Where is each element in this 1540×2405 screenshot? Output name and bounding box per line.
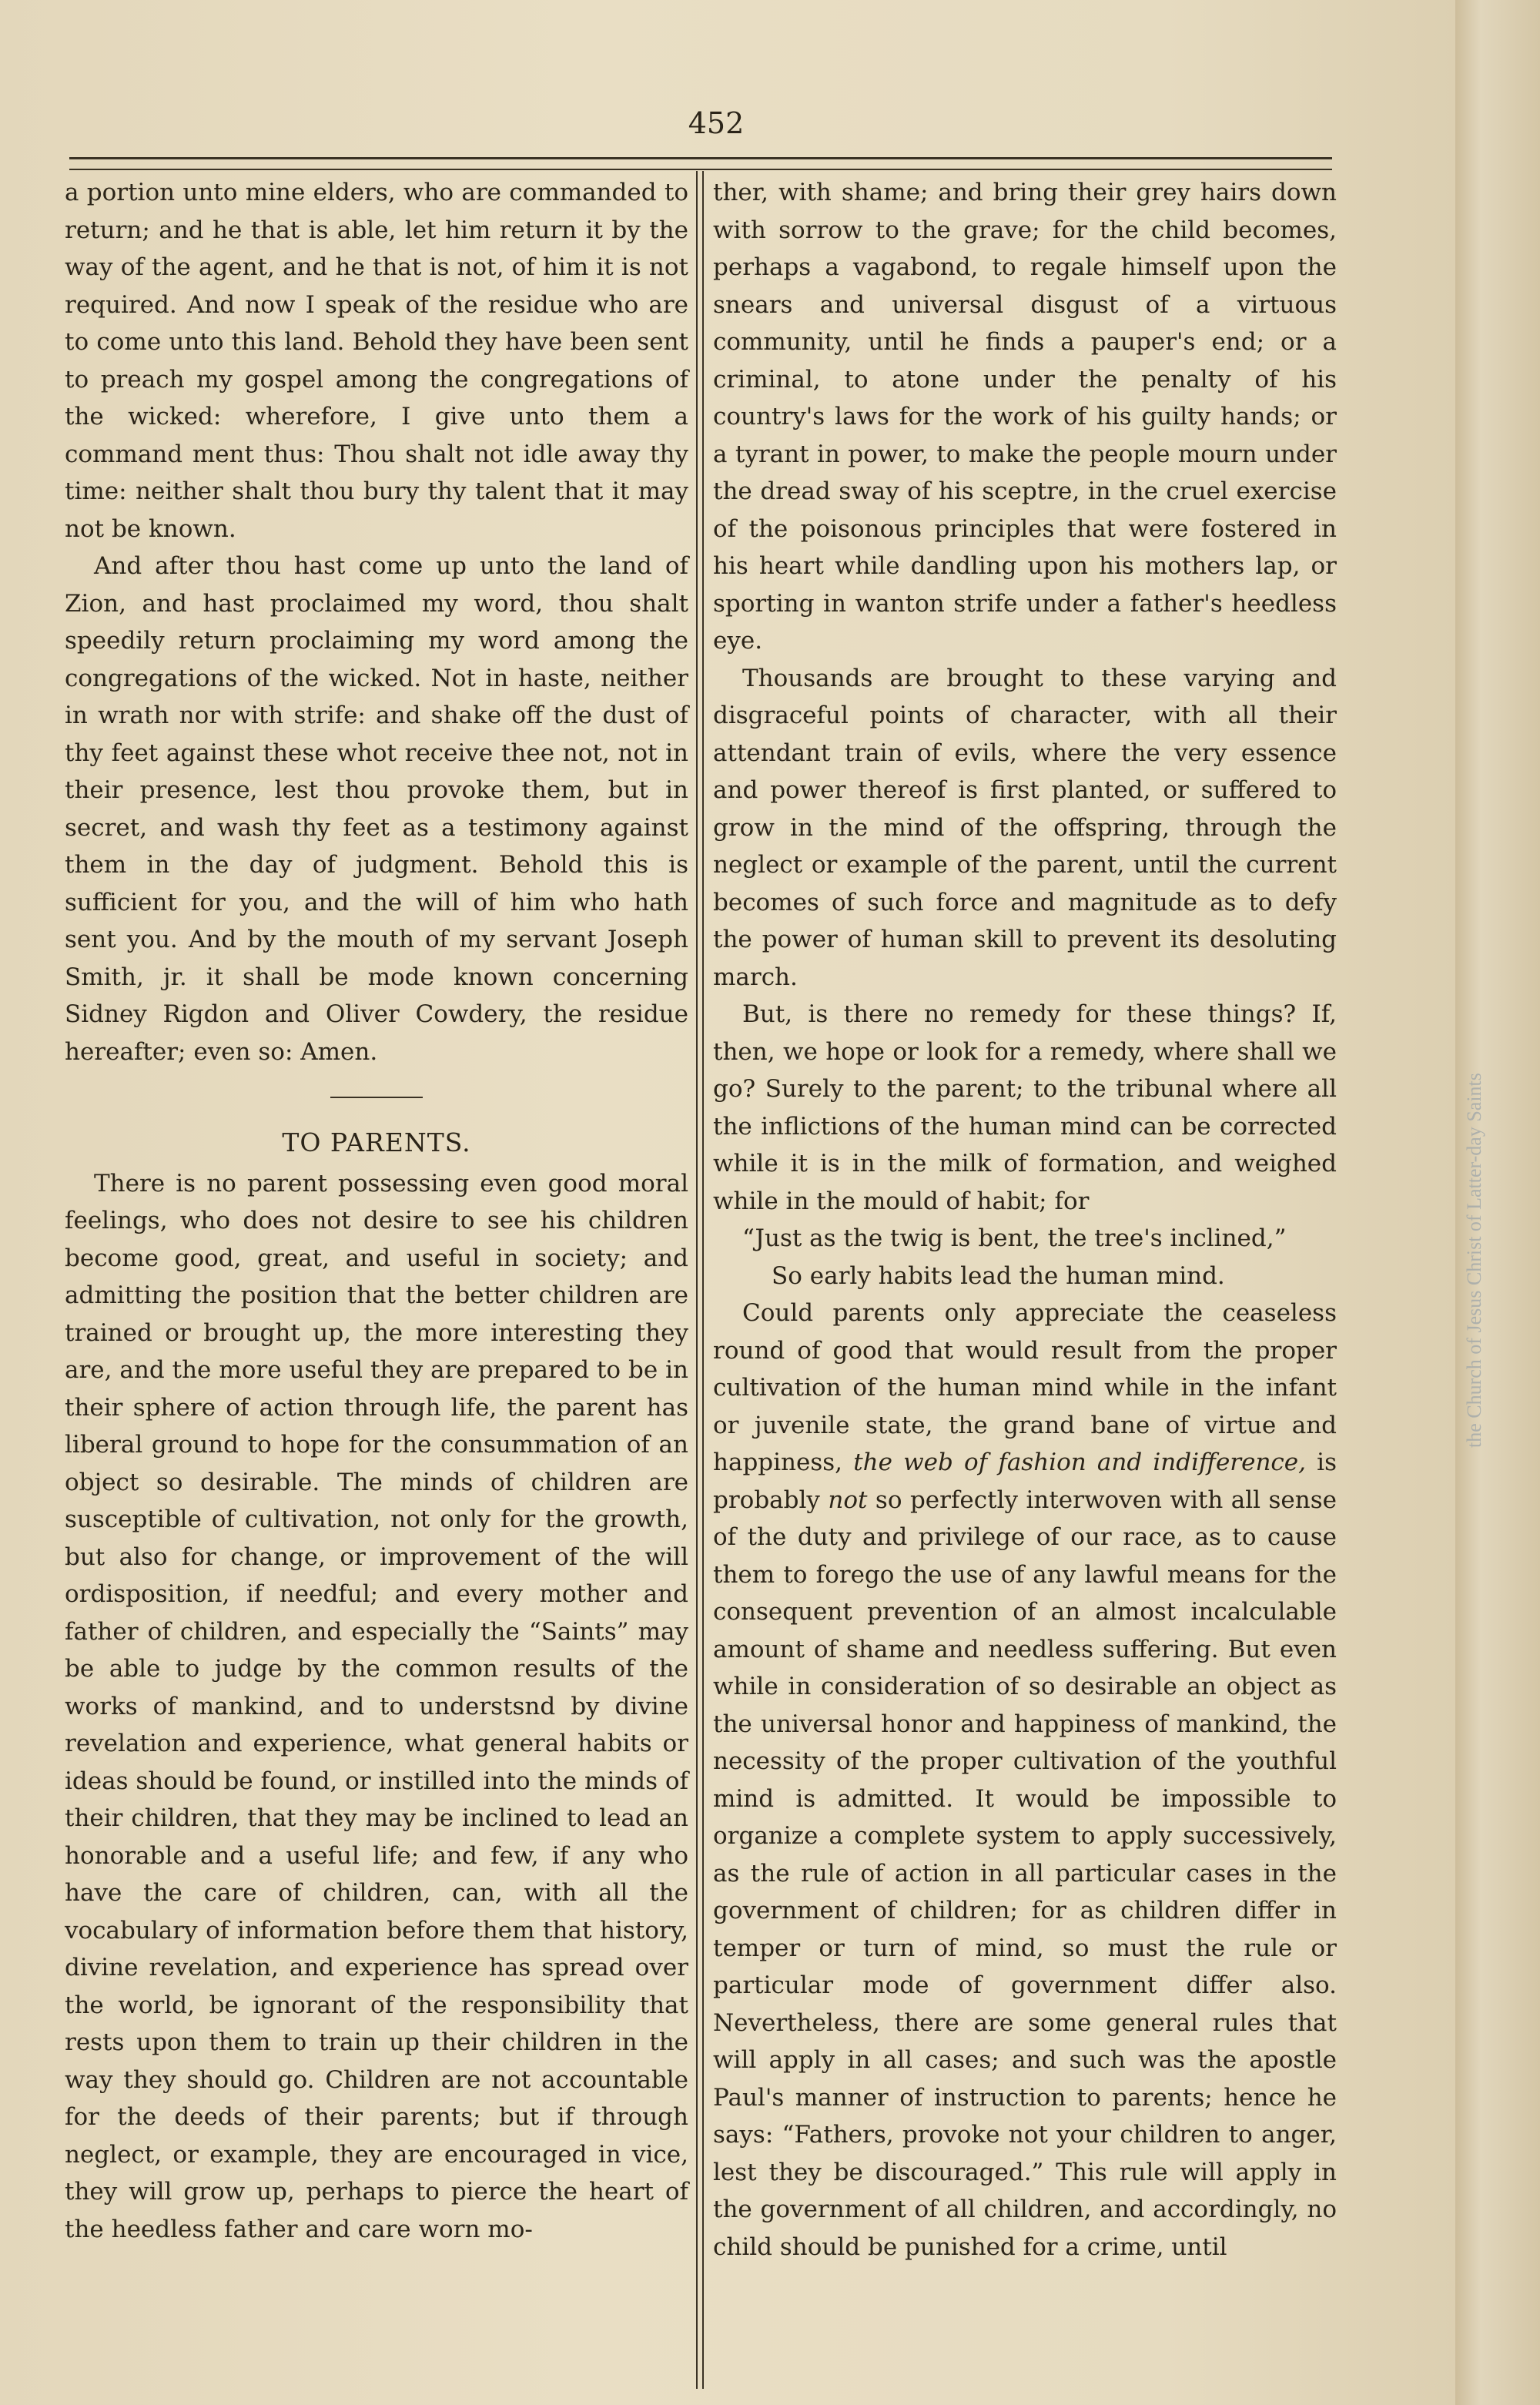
left-column xyxy=(65,174,688,2248)
paragraph: There is no parent possessing even good moral feelings, who does not desire to see his children become good, great, and useful in society; and admitting the position that the better children are trained or brought up, the more interesting they are, and the more useful they are prepared to be in their sphere of action through life, the parent has liberal ground to hope for the consummation of an object so desirable. The minds of children are susceptible of cultivation, not only for the growth, but also for change, or improvement of the will ordisposition, if needful; and every mother and father of children, and especially the “Saints” may be able to judge by the common results of the works of mankind, and to understsnd by divine revelation and experience, what general habits or ideas should be found, or instilled into the minds of their children, that they may be inclined to lead an honorable and a useful life; and few, if any who have the care of children, can, with all the vocabulary of information before them that history, divine revelation, and experience has spread over the world, be ignorant of the responsibility that rests upon them to train up their children in the way they should go. Children are not accountable for the deeds of their parents; but if through neglect, or example, they are encouraged in vice, they will grow up, perhaps to pierce the heart of the heedless father and care worn mo- xyxy=(65,1169,688,2243)
library-stamp: the Church of Jesus Christ of Latter-day Saints xyxy=(1463,1073,1485,1448)
paragraph: And after thou hast come up unto the land of Zion, and hast proclaimed my word, thou shalt speedily return proclaiming my word among the congregations of the wicked. Not in haste, neither in wrath nor with strife: and shake off the dust of thy feet against these whot receive thee not, not in their presence, lest thou provoke them, but in secret, and wash thy feet as a testimony against them in the day of judgment. Behold this is sufficient for you, and the will of him who hath sent you. And by the mouth of my servant Joseph Smith, jr. it shall be mode known concerning Sidney Rigdon and Oliver Cowdery, the residue hereafter; even so: Amen. xyxy=(65,552,688,1066)
article-heading: TO PARENTS. xyxy=(282,1127,471,1157)
section-divider xyxy=(330,1097,423,1098)
right-column xyxy=(713,174,1337,2266)
emphasis: the web of fashion and indifference, xyxy=(853,1449,1306,1476)
text-run: is probably xyxy=(713,1449,1337,1514)
page-number: 452 xyxy=(688,106,745,140)
emphasis: not xyxy=(828,1486,868,1514)
paragraph: But, is there no remedy for these things? If, then, we hope or look for a remedy, where shall we go? Surely to the parent; to the tribunal where all the inflictions of the human mind can be corrected while it is in the milk of formation, and weighed while in the mould of habit; for xyxy=(713,1000,1337,1215)
text-run: Could parents only appreciate the ceaseless round of good that would result from the proper cultivation of the human mind while in the infant or juvenile state, the grand bane of virtue and happiness, xyxy=(713,1299,1337,1476)
paragraph: ther, with shame; and bring their grey hairs down with sorrow to the grave; for the child becomes, perhaps a vagabond, to regale himself upon the snears and universal disgust of a virtuous community, until he finds a pauper's end; or a criminal, to atone under the penalty of his country's laws for the work of his guilty hands; or a tyrant in power, to make the people mourn under the dread sway of his sceptre, in the cruel exercise of the poisonous principles that were fostered in his heart while dandling upon his mothers lap, or sporting in wanton strife under a father's heedless eye. xyxy=(713,179,1337,655)
paragraph: Thousands are brought to these varying and disgraceful points of character, with all their attendant train of evils, where the very essence and power thereof is first planted, or suffered to grow in the mind of the offspring, through the neglect or example of the parent, until the current becomes of such force and magnitude as to defy the power of human skill to prevent its desoluting march. xyxy=(713,664,1337,991)
paragraph xyxy=(713,1295,1337,2266)
verse-line: So early habits lead the human mind. xyxy=(772,1261,1225,1290)
paragraph: a portion unto mine elders, who are commanded to return; and he that is able, let him return it by the way of the agent, and he that is not, of him it is not required. And now I speak of the residue who are to come unto this land. Behold they have been sent to preach my gospel among the congregations of the wicked: wherefore, I give unto them a command ment thus: Thou shalt not idle away thy time: neither shalt thou bury thy talent that it may not be known. xyxy=(65,179,688,543)
text-run: so perfectly interwoven with all sense of the duty and privilege of our race, as to cause them to forego the use of any lawful means for the consequent prevention of an almost incalculable amount of shame and needless suffering. But even while in consideration of so desirable an object as the universal honor and happiness of mankind, the necessity of the proper cultivation of the youthful mind is admitted. It would be impossible to organize a complete system to apply successively, as the rule of action in all particular cases in the government of children; for as children differ in temper or turn of mind, so must the rule or particular mode of government differ also. Nevertheless, there are some general rules that will apply in all cases; and such was the apostle Paul's manner of instruction to parents; hence he says: “Fathers, provoke not your children to anger, lest they be discouraged.” This rule will apply in the government of all children, and accordingly, no child should be punished for a crime, until xyxy=(713,1486,1337,2261)
column-divider xyxy=(696,171,704,2389)
header-rule xyxy=(69,157,1332,170)
verse-line: “Just as the twig is bent, the tree's inclined,” xyxy=(742,1224,1287,1252)
